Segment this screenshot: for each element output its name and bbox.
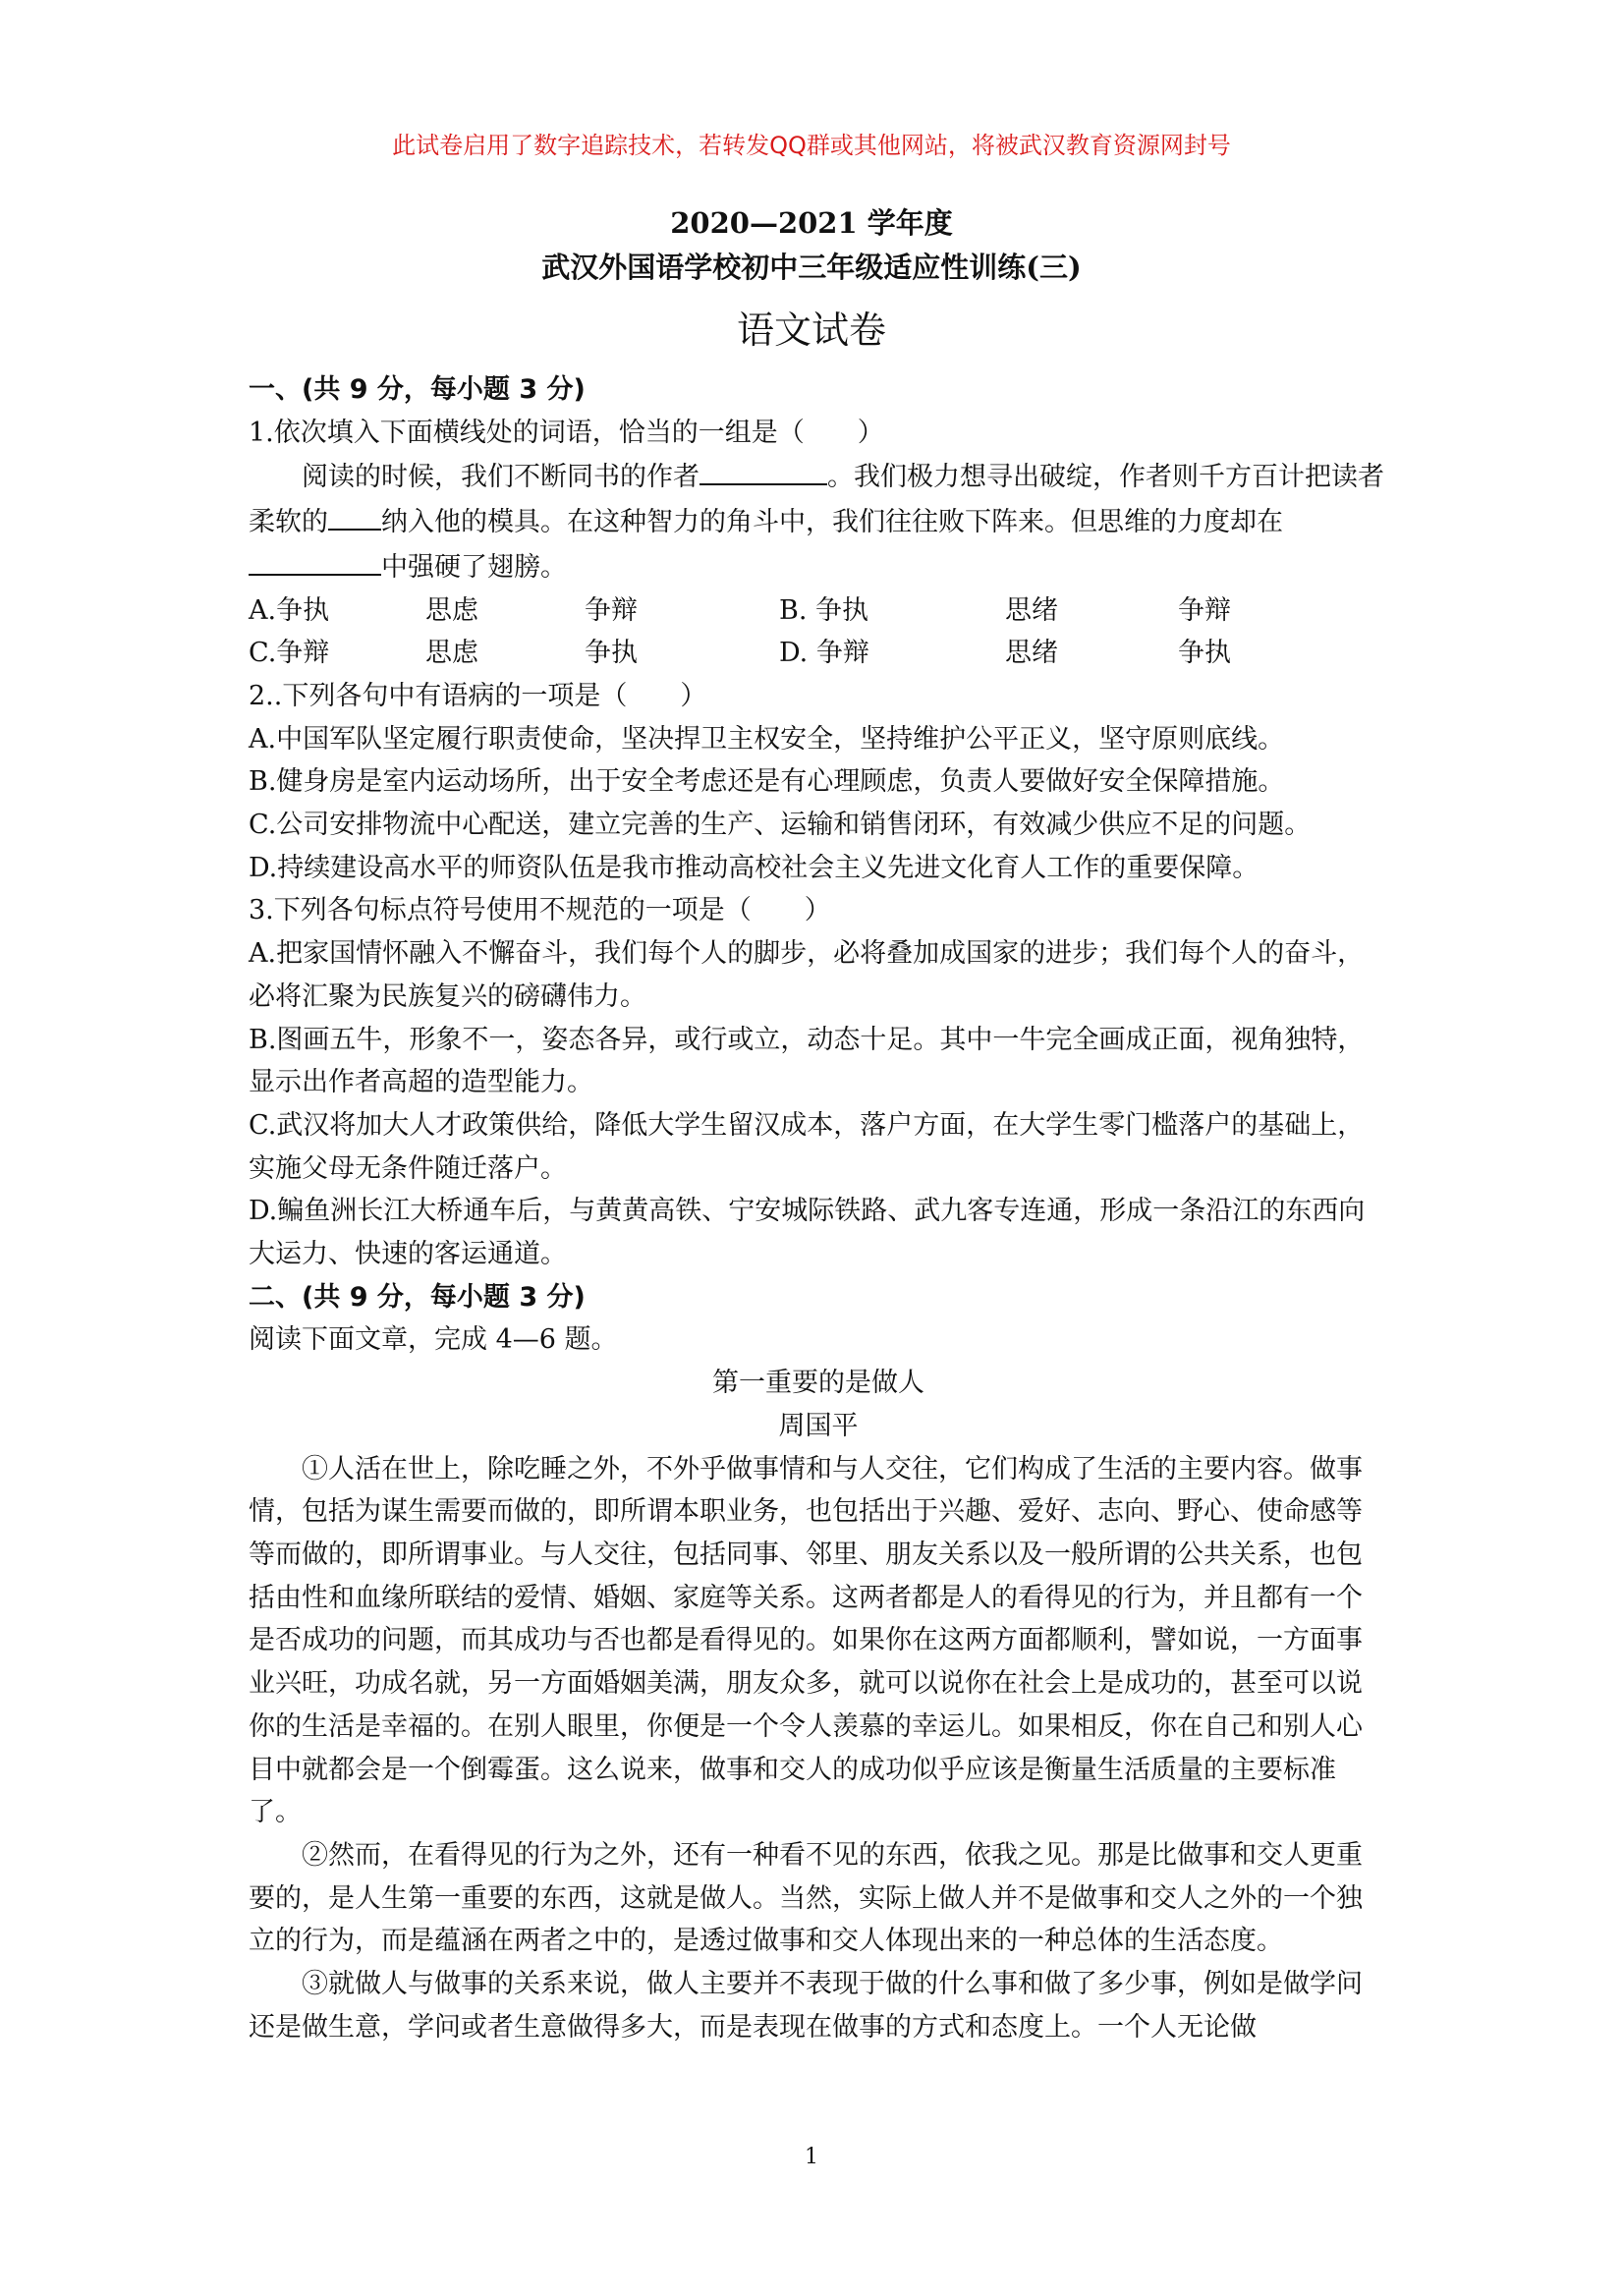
q1-option-c-word-3: 争执 [585,638,638,669]
q1-option-b-word-2: 思绪 [1005,594,1058,626]
q1-blank-1 [700,454,827,485]
q1-option-a-word-1: A.争执 [249,594,330,626]
q1-passage-part-b: 。我们极力想寻出破绽，作者则千方百计把读者柔软的 [249,462,1384,538]
q1-options-row-2 [249,632,1388,675]
q3-option-d: D.鳊鱼洲长江大桥通车后，与黄黄高铁、宁安城际铁路、武九客专连通，形成一条沿江的东西向大运力、快速的客运通道。 [249,1196,1366,1270]
q3-stem: 3.下列各句标点符号使用不规范的一项是（ ） [249,895,831,926]
q1-passage-part-c: 纳入他的模具。在这种智力的角斗中，我们往往败下阵来。但思维的力度却在 [381,507,1283,538]
q1-option-d-word-2: 思绪 [1005,638,1058,669]
academic-year: 2020—2021 学年度 [670,206,953,240]
q1-blank-2 [328,499,381,531]
q1-option-c-word-2: 思虑 [425,638,478,669]
tracking-notice: 此试卷启用了数字追踪技术，若转发QQ群或其他网站，将被武汉教育资源网封号 [392,132,1231,159]
article-paragraph-3: ③就做人与做事的关系来说，做人主要并不表现于做的什么事和做了多少事，例如是做学问还是做生意，学问或者生意做得多大，而是表现在做事的方式和态度上。一个人无论做 [249,1969,1363,2043]
q1-option-b-word-1: B. 争执 [779,594,869,626]
q2-option-c: C.公司安排物流中心配送，建立完善的生产、运输和销售闭环，有效减少供应不足的问题。 [249,810,1312,841]
q1-option-a-word-3: 争辩 [585,594,638,626]
school-title: 武汉外国语学校初中三年级适应性训练(三) [541,251,1082,284]
section-2-intro: 阅读下面文章，完成 4—6 题。 [249,1324,618,1356]
section-2-heading: 二、(共 9 分，每小题 3 分) [249,1281,586,1313]
q2-option-d: D.持续建设高水平的师资队伍是我市推动高校社会主义先进文化育人工作的重要保障。 [249,852,1259,883]
q1-option-d-word-1: D. 争辩 [779,638,869,669]
page-number: 1 [805,2145,818,2169]
q1-passage-part-d: 中强硬了翅膀。 [381,551,567,583]
article-author: 周国平 [778,1410,859,1441]
q3-option-c: C.武汉将加大人才政策供给，降低大学生留汉成本，落户方面，在大学生零门槛落户的基础上，实施父母无条件随迁落户。 [249,1109,1365,1184]
section-1-heading: 一、(共 9 分，每小题 3 分) [249,374,586,405]
q1-option-d-word-3: 争执 [1178,638,1231,669]
q1-passage [249,454,1388,588]
q1-stem: 1.依次填入下面横线处的词语，恰当的一组是（ ） [249,417,884,448]
q3-option-a: A.把家国情怀融入不懈奋斗，我们每个人的脚步，必将叠加成国家的进步；我们每个人的奋斗，必将汇聚为民族复兴的磅礴伟力。 [249,938,1365,1012]
q2-stem: 2..下列各句中有语病的一项是（ ） [249,680,707,711]
q1-blank-3 [249,544,381,576]
q1-option-a-word-2: 思虑 [425,594,478,626]
q1-passage-part-a: 阅读的时候，我们不断同书的作者 [302,462,700,493]
q1-option-c-word-1: C.争辩 [249,638,330,669]
article-paragraph-1: ①人活在世上，除吃睡之外，不外乎做事情和与人交往，它们构成了生活的主要内容。做事情，包括为谋生需要而做的，即所谓本职业务，也包括出于兴趣、爱好、志向、野心、使命感等等而做的，即所谓事业。与人交往，包括同事、邻里、朋友关系以及一般所谓的公共关系，也包括由性和血缘所联结的爱情、婚姻、家庭等关系。这两者都是人的看得见的行为，并且都有一个是否成功的问题，而其成功与否也都是看得见的。如果你在这两方面都顺利，譬如说，一方面事业兴旺，功成名就，另一方面婚姻美满，朋友众多，就可以说你在社会上是成功的，甚至可以说你的生活是幸福的。在别人眼里，你便是一个令人羡慕的幸运儿。如果相反，你在自己和别人心目中就都会是一个倒霉蛋。这么说来，做事和交人的成功似乎应该是衡量生活质量的主要标准了。 [249,1453,1363,1828]
q3-option-b: B.图画五牛，形象不一，姿态各异，或行或立，动态十足。其中一牛完全画成正面，视角独特，显示出作者高超的造型能力。 [249,1024,1365,1098]
exam-content [249,368,1388,2048]
q1-option-b-word-3: 争辩 [1178,594,1231,626]
article-paragraph-2: ②然而，在看得见的行为之外，还有一种看不见的东西，依我之见。那是比做事和交人更重要的，是人生第一重要的东西，这就是做人。当然，实际上做人并不是做事和交人之外的一个独立的行为，而是蕴涵在两者之中的，是透过做事和交人体现出来的一种总体的生活态度。 [249,1839,1363,1957]
q1-options-row-1 [249,589,1388,633]
subject-title: 语文试卷 [736,308,886,352]
q2-option-b: B.健身房是室内运动场所，出于安全考虑还是有心理顾虑，负责人要做好安全保障措施。 [249,766,1285,798]
q2-option-a: A.中国军队坚定履行职责使命，坚决捍卫主权安全，坚持维护公平正义，坚守原则底线。 [249,723,1285,755]
article-title: 第一重要的是做人 [712,1368,924,1399]
